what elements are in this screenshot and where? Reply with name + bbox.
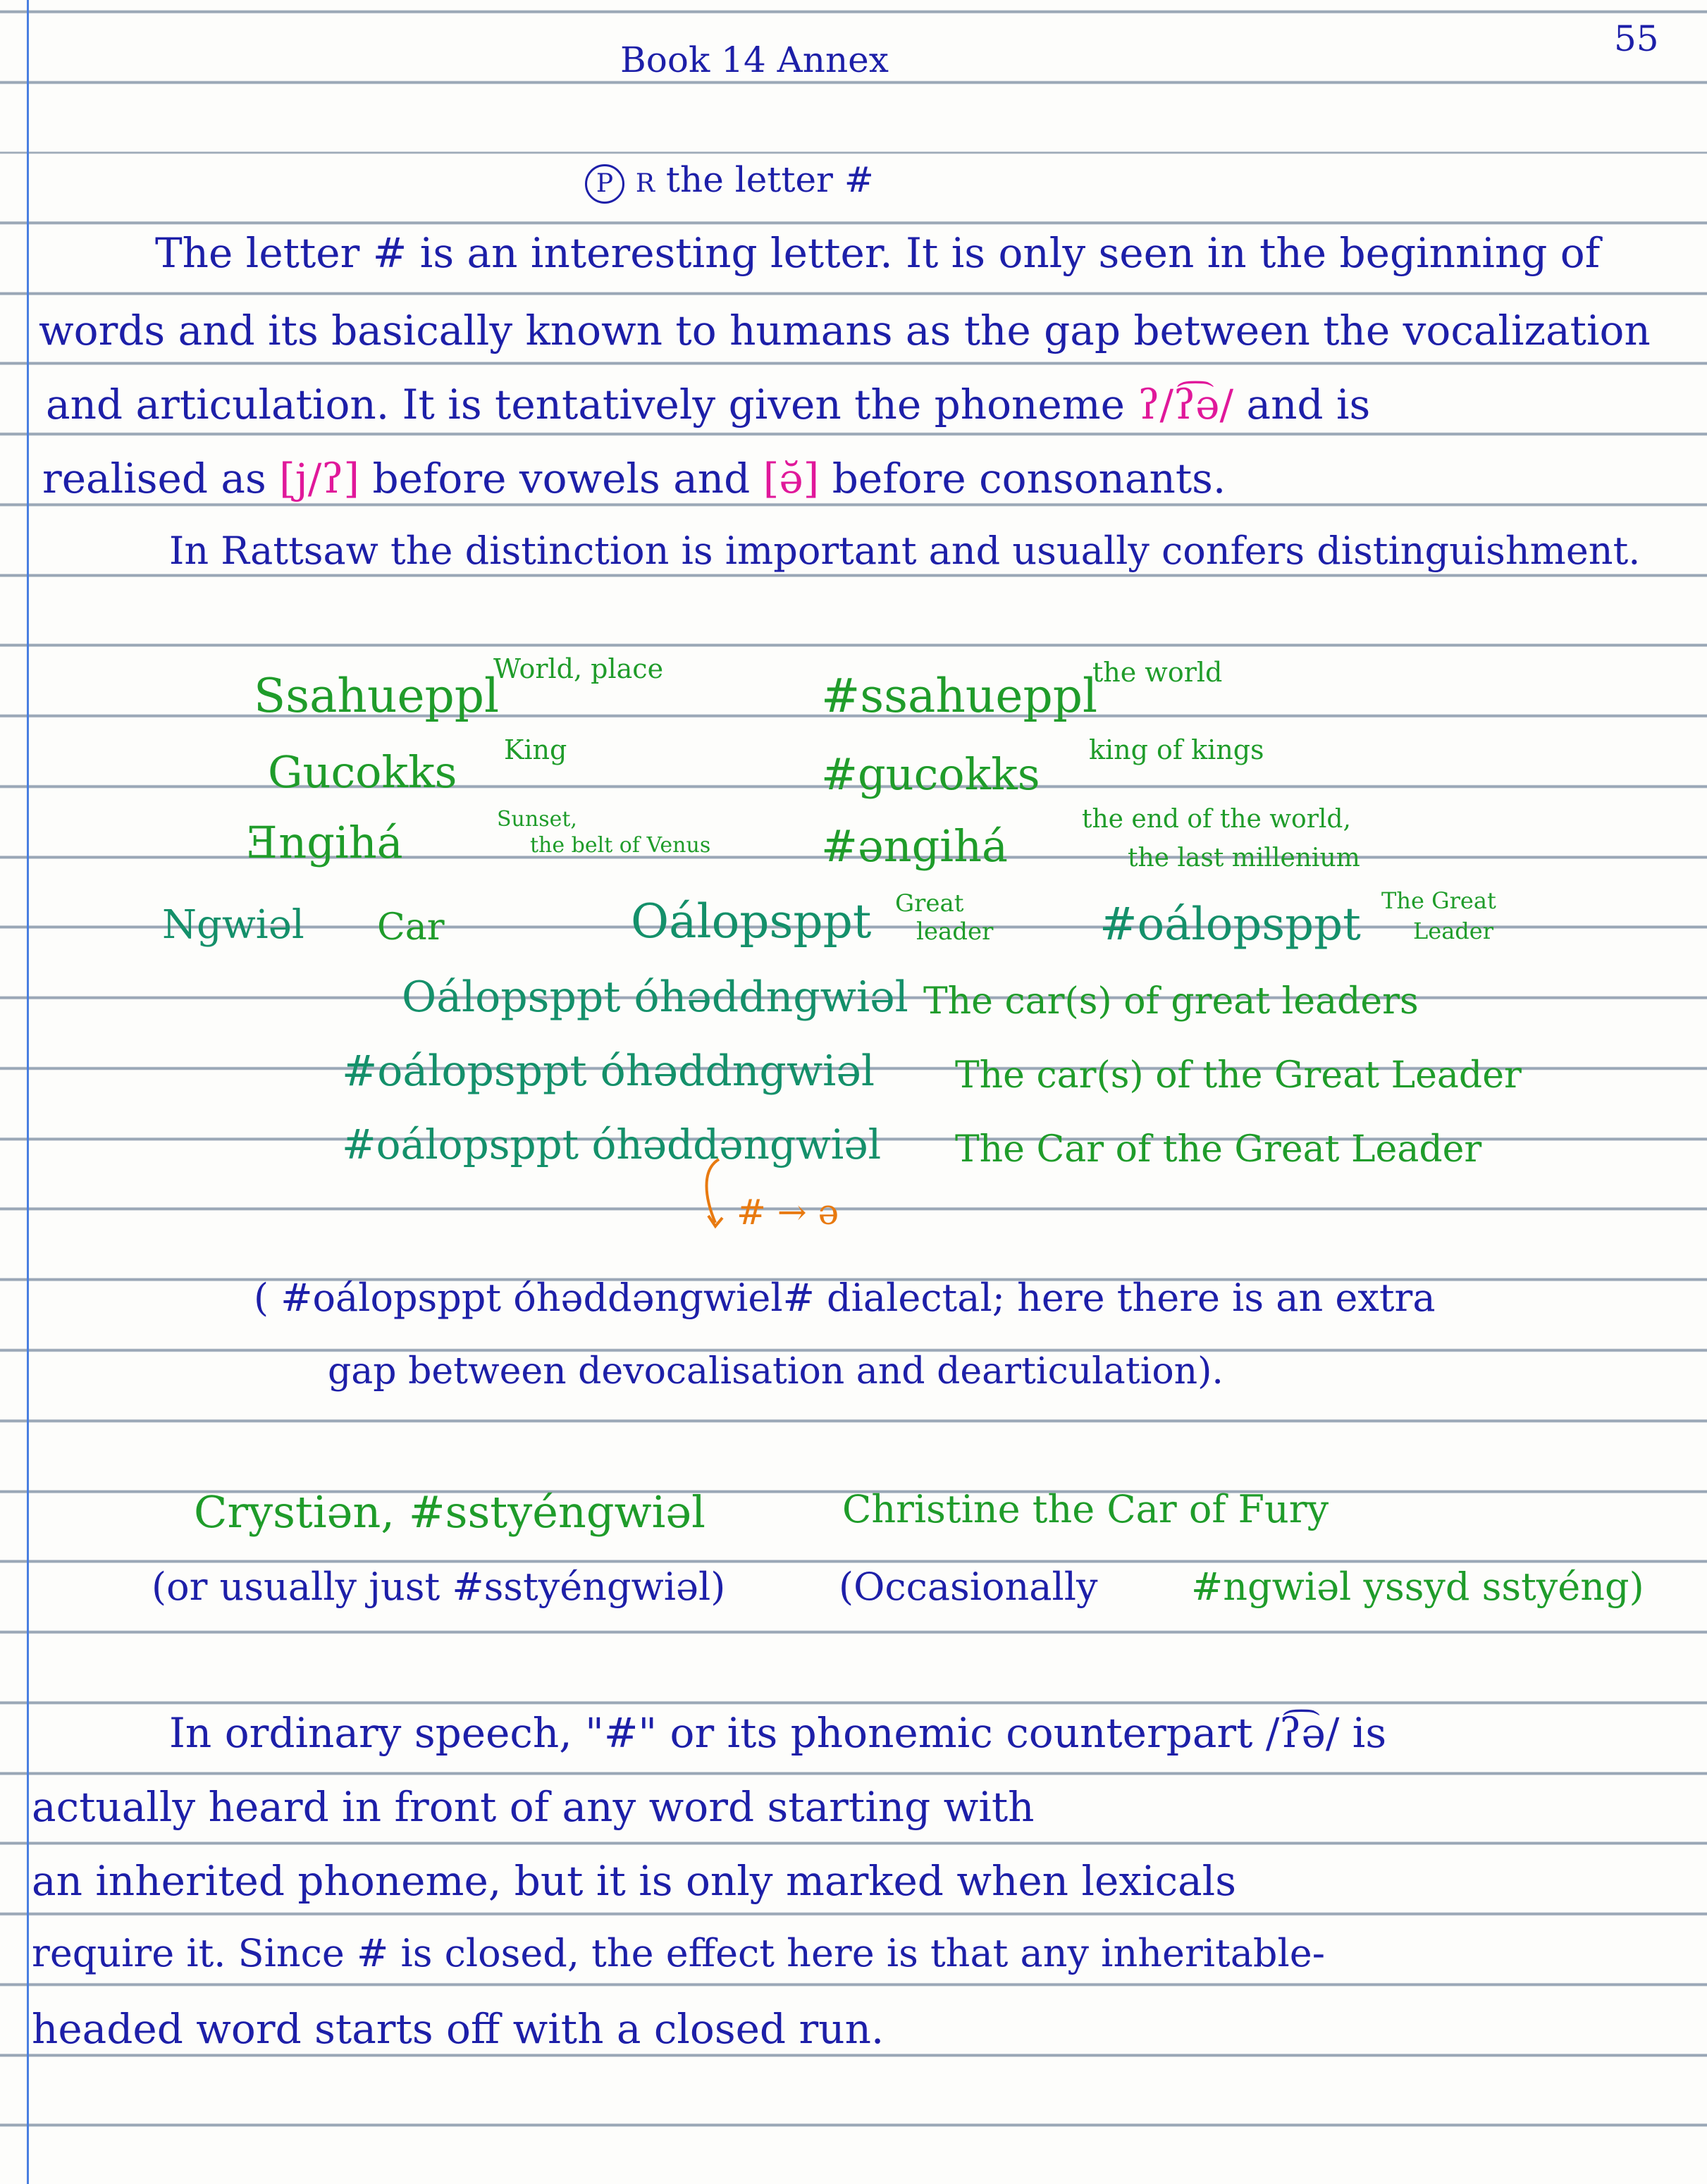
dialect-line1: ( #oálopsppt óhəddəngwiel# dialectal; here there is an extra [254,1276,1436,1320]
vocab-hash-word: #əngihá [821,820,1008,872]
row4-word: Ngwiəl [162,902,304,948]
margin-line [27,0,29,2184]
christine-usual: (or usually just #sstyéngwiəl) [152,1565,726,1609]
page-title: Book 14 Annex [620,39,889,80]
para1-line3-end: and is [1246,381,1371,428]
para1-line2: words and its basically known to humans as the gap between the vocalization [39,307,1651,354]
row4-gloss: Great [895,889,964,918]
para3-line1: In ordinary speech, "#" or its phonemic counterpart /ʔ͡ə/ is [169,1709,1387,1757]
triangled-r-mark: R [635,169,655,198]
vocab-hash-gloss-line2: the last millenium [1128,844,1360,872]
para3-line5: headed word starts off with a closed run. [32,2005,885,2053]
page-number: 55 [1614,18,1659,59]
row4-word: #oálopsppt [1099,899,1361,951]
row4-gloss-line2: leader [916,918,994,946]
phrase: Oálopsppt óhəddngwiəl [402,973,908,1022]
vocab-hash-word: #gucokks [821,748,1040,800]
row4-gloss: Car [377,906,445,949]
row4-word: Oálopsppt [631,894,872,949]
phrase-gloss: The car(s) of the Great Leader [955,1054,1522,1097]
vocab-gloss: King [504,734,567,765]
vocab-gloss: World, place [493,653,664,684]
para3-line4: require it. Since # is closed, the effect here is that any inheritable- [32,1931,1325,1975]
christine-gloss: Christine the Car of Fury [842,1487,1329,1531]
phrase-gloss: The car(s) of great leaders [923,980,1419,1023]
christine-occasional-form: #ngwiəl yssyd sstyéng) [1191,1565,1644,1609]
section-heading [585,159,874,204]
phrase-gloss: The Car of the Great Leader [955,1128,1482,1171]
arrow-note: # → ə [737,1192,839,1233]
para1-realised: realised as [42,455,266,502]
vocab-word: Gucokks [268,746,457,798]
vowel-allophone: [j/ʔ] [279,455,360,502]
vocab-hash-gloss: king of kings [1089,734,1264,765]
vocab-gloss-line2: the belt of Venus [530,833,711,858]
para1-before-consonants: before consonants. [832,455,1226,502]
para1-line3-text: and articulation. It is tentatively given the phoneme [46,381,1125,428]
christine-name: Crystiən, #sstyéngwiəl [194,1486,705,1538]
vocab-hash-gloss: the world [1092,657,1223,688]
dialect-line2: gap between devocalisation and dearticulation). [328,1350,1224,1393]
para2: In Rattsaw the distinction is important and usually confers distinguishment. [169,529,1641,573]
christine-occasional: (Occasionally [839,1565,1098,1609]
phoneme-notation: ʔ/ʔ͡ə/ [1138,381,1234,428]
circled-p-mark: P [585,164,624,204]
curved-arrow-icon [698,1156,740,1240]
phrase: #oálopsppt óhəddngwiəl [342,1047,875,1096]
para3-line3: an inherited phoneme, but it is only marked when lexicals [32,1857,1236,1905]
para1-line1: The letter # is an interesting letter. It is only seen in the beginning of [155,229,1601,277]
row4-gloss: The Great [1381,887,1496,914]
para3-line2: actually heard in front of any word starting with [32,1783,1035,1831]
consonant-allophone: [ə̆] [763,455,820,502]
section-title: the letter # [665,159,874,200]
vocab-hash-gloss: the end of the world, [1082,805,1351,834]
para1-line4 [42,455,1226,502]
para1-line3 [46,381,1371,428]
vocab-gloss: Sunset, [497,807,577,832]
para1-before-vowels: before vowels and [372,455,751,502]
vocab-hash-word: #ssahueppl [821,669,1098,723]
vocab-word: Ssahueppl [254,669,500,723]
vocab-word: Ǝngihá [247,817,403,868]
phrase: #oálopsppt óhəddəngwiəl [342,1121,882,1168]
row4-gloss-line2: Leader [1413,918,1493,944]
